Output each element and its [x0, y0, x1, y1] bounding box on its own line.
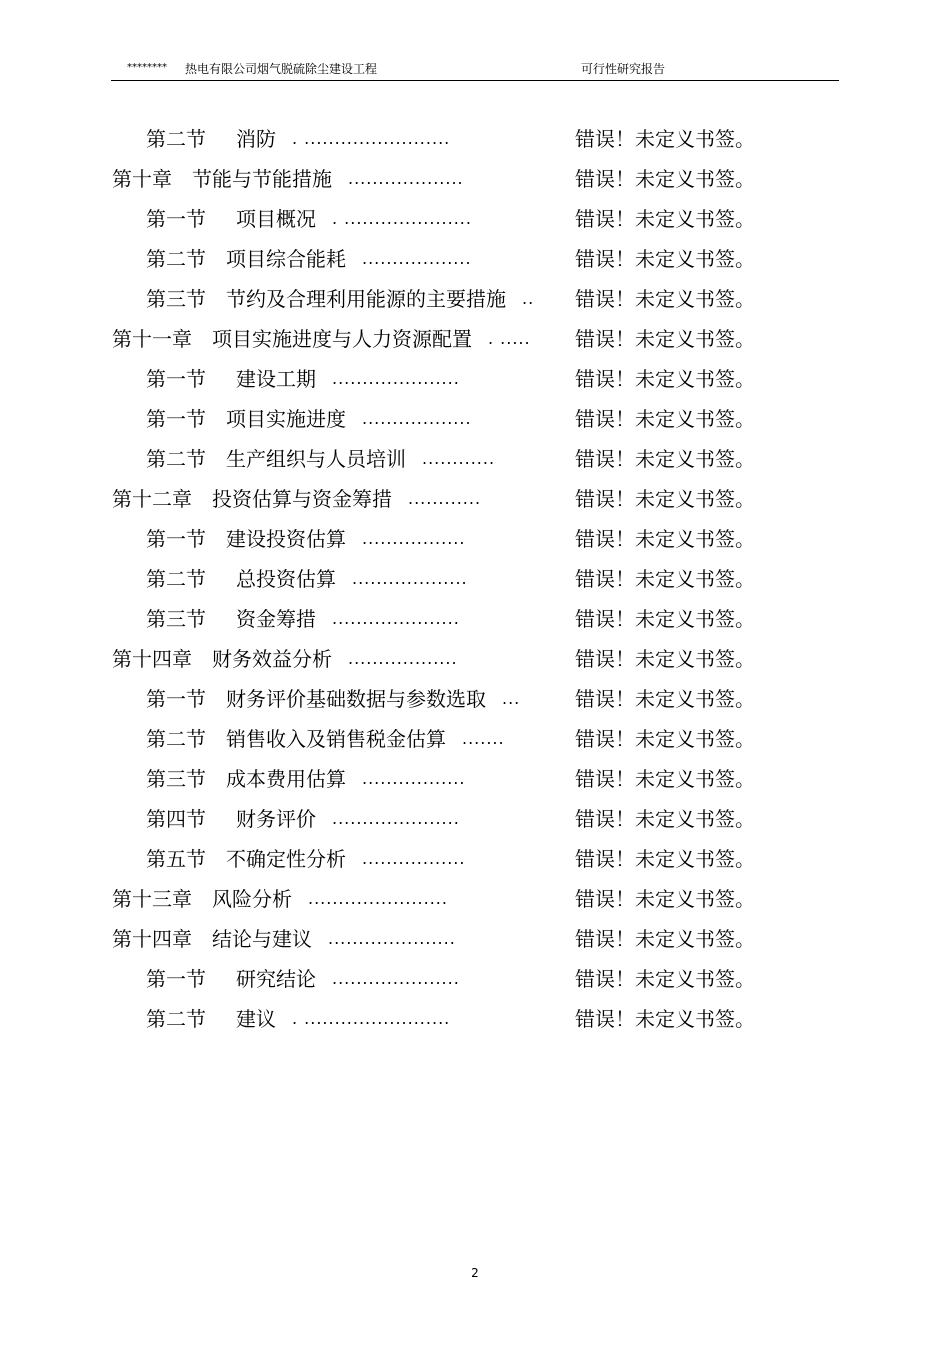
toc-entry-leader-dots: ...	[502, 689, 521, 708]
toc-entry-title: 节能与节能措施	[192, 167, 332, 191]
toc-entry[interactable]	[0, 964, 950, 994]
page-header	[111, 58, 839, 80]
toc-entry[interactable]	[0, 524, 950, 554]
toc-entry-title: 节约及合理利用能源的主要措施	[226, 287, 506, 311]
toc-entry-leader-dots: ..	[522, 289, 535, 308]
page-number: 2	[471, 1266, 479, 1280]
toc-entry-leader-dots: .................	[362, 769, 466, 788]
toc-entry-page-reference: 错误！未定义书签。	[575, 167, 755, 191]
toc-entry[interactable]	[0, 364, 950, 394]
toc-entry[interactable]	[0, 204, 950, 234]
toc-entry-leader-dots: ...................	[352, 569, 468, 588]
toc-entry[interactable]	[0, 724, 950, 754]
toc-entry-number: 第三节	[146, 287, 206, 311]
toc-entry[interactable]	[0, 764, 950, 794]
toc-entry[interactable]	[0, 484, 950, 514]
toc-entry-title: 成本费用估算	[226, 767, 346, 791]
toc-entry-page-reference: 错误！未定义书签。	[575, 647, 755, 671]
toc-entry-title: 消防	[236, 127, 276, 151]
toc-entry-title: 建议	[236, 1007, 276, 1031]
toc-entry[interactable]	[0, 644, 950, 674]
toc-entry-title: 财务评价基础数据与参数选取	[226, 687, 486, 711]
toc-entry-title: 研究结论	[236, 967, 316, 991]
toc-entry-number: 第三节	[146, 607, 206, 631]
toc-entry-number: 第十四章	[112, 647, 192, 671]
toc-entry-page-reference: 错误！未定义书签。	[575, 327, 755, 351]
toc-entry[interactable]	[0, 404, 950, 434]
toc-entry-leader-dots: ..................	[362, 409, 472, 428]
toc-entry-leader-dots: .....................	[332, 809, 460, 828]
toc-entry-number: 第二节	[146, 127, 206, 151]
toc-entry-page-reference: 错误！未定义书签。	[575, 607, 755, 631]
toc-entry-leader-dots: .................	[362, 529, 466, 548]
toc-entry[interactable]	[0, 244, 950, 274]
toc-entry[interactable]	[0, 844, 950, 874]
toc-entry-page-reference: 错误！未定义书签。	[575, 527, 755, 551]
toc-entry-title: 建设投资估算	[226, 527, 346, 551]
header-report-title: 可行性研究报告	[581, 62, 666, 76]
toc-entry-number: 第十四章	[112, 927, 192, 951]
toc-entry-number: 第二节	[146, 1007, 206, 1031]
toc-entry-page-reference: 错误！未定义书签。	[575, 127, 755, 151]
toc-entry-leader-dots: . ........................	[292, 1009, 451, 1028]
toc-entry-number: 第一节	[146, 407, 206, 431]
toc-entry-leader-dots: . .....................	[332, 209, 472, 228]
toc-entry-page-reference: 错误！未定义书签。	[575, 367, 755, 391]
toc-entry-page-reference: 错误！未定义书签。	[575, 967, 755, 991]
toc-entry-page-reference: 错误！未定义书签。	[575, 287, 755, 311]
toc-entry-page-reference: 错误！未定义书签。	[575, 247, 755, 271]
toc-entry-leader-dots: .................	[362, 849, 466, 868]
toc-entry-number: 第一节	[146, 687, 206, 711]
header-divider	[111, 80, 839, 81]
toc-entry-title: 项目实施进度与人力资源配置	[212, 327, 472, 351]
toc-entry-page-reference: 错误！未定义书签。	[575, 927, 755, 951]
toc-entry-page-reference: 错误！未定义书签。	[575, 887, 755, 911]
toc-entry-title: 不确定性分析	[226, 847, 346, 871]
toc-entry[interactable]	[0, 604, 950, 634]
toc-entry[interactable]	[0, 124, 950, 154]
toc-entry[interactable]	[0, 284, 950, 314]
toc-entry-page-reference: 错误！未定义书签。	[575, 727, 755, 751]
toc-entry-leader-dots: .....................	[332, 609, 460, 628]
toc-entry-title: 项目实施进度	[226, 407, 346, 431]
toc-entry-leader-dots: .....................	[332, 369, 460, 388]
toc-entry-page-reference: 错误！未定义书签。	[575, 687, 755, 711]
toc-entry-leader-dots: ..................	[348, 649, 458, 668]
toc-entry-page-reference: 错误！未定义书签。	[575, 767, 755, 791]
toc-entry-leader-dots: . ........................	[292, 129, 451, 148]
toc-entry-title: 销售收入及销售税金估算	[226, 727, 446, 751]
toc-entry-number: 第十三章	[112, 887, 192, 911]
toc-entry-leader-dots: ............	[408, 489, 482, 508]
toc-entry[interactable]	[0, 324, 950, 354]
toc-entry-number: 第一节	[146, 367, 206, 391]
toc-entry-title: 建设工期	[236, 367, 316, 391]
toc-entry-leader-dots: .....................	[332, 969, 460, 988]
toc-entry-number: 第二节	[146, 567, 206, 591]
toc-entry[interactable]	[0, 924, 950, 954]
toc-entry-number: 第二节	[146, 447, 206, 471]
toc-entry-number: 第十二章	[112, 487, 192, 511]
toc-entry-page-reference: 错误！未定义书签。	[575, 487, 755, 511]
toc-entry-title: 财务评价	[236, 807, 316, 831]
header-stars: ********	[127, 62, 167, 73]
toc-entry[interactable]	[0, 164, 950, 194]
toc-entry-leader-dots: . .....	[488, 329, 531, 348]
toc-entry-number: 第一节	[146, 527, 206, 551]
toc-entry[interactable]	[0, 444, 950, 474]
toc-entry[interactable]	[0, 804, 950, 834]
toc-entry-leader-dots: .......................	[308, 889, 448, 908]
toc-entry-page-reference: 错误！未定义书签。	[575, 407, 755, 431]
toc-entry-title: 财务效益分析	[212, 647, 332, 671]
toc-entry-leader-dots: ............	[422, 449, 496, 468]
toc-entry-leader-dots: .....................	[328, 929, 456, 948]
toc-entry-number: 第十一章	[112, 327, 192, 351]
toc-entry-page-reference: 错误！未定义书签。	[575, 207, 755, 231]
toc-entry-number: 第三节	[146, 767, 206, 791]
toc-entry[interactable]	[0, 884, 950, 914]
toc-entry-number: 第一节	[146, 967, 206, 991]
toc-entry-number: 第一节	[146, 207, 206, 231]
toc-entry-title: 风险分析	[212, 887, 292, 911]
toc-entry-leader-dots: ...................	[348, 169, 464, 188]
header-company-title: 热电有限公司烟气脱硫除尘建设工程	[185, 62, 378, 76]
toc-entry-page-reference: 错误！未定义书签。	[575, 447, 755, 471]
toc-entry-page-reference: 错误！未定义书签。	[575, 1007, 755, 1031]
toc-entry-number: 第十章	[112, 167, 172, 191]
toc-entry[interactable]	[0, 684, 950, 714]
toc-entry-leader-dots: .......	[462, 729, 505, 748]
toc-entry[interactable]	[0, 1004, 950, 1034]
toc-entry-title: 结论与建议	[212, 927, 312, 951]
toc-entry-title: 投资估算与资金筹措	[212, 487, 392, 511]
toc-entry[interactable]	[0, 564, 950, 594]
toc-entry-page-reference: 错误！未定义书签。	[575, 807, 755, 831]
toc-entry-title: 生产组织与人员培训	[226, 447, 406, 471]
toc-entry-page-reference: 错误！未定义书签。	[575, 847, 755, 871]
toc-entry-page-reference: 错误！未定义书签。	[575, 567, 755, 591]
toc-entry-title: 项目概况	[236, 207, 316, 231]
toc-entry-title: 资金筹措	[236, 607, 316, 631]
toc-entry-number: 第二节	[146, 247, 206, 271]
toc-entry-number: 第五节	[146, 847, 206, 871]
toc-entry-title: 项目综合能耗	[226, 247, 346, 271]
toc-entry-leader-dots: ..................	[362, 249, 472, 268]
toc-entry-number: 第二节	[146, 727, 206, 751]
toc-entry-title: 总投资估算	[236, 567, 336, 591]
toc-entry-number: 第四节	[146, 807, 206, 831]
